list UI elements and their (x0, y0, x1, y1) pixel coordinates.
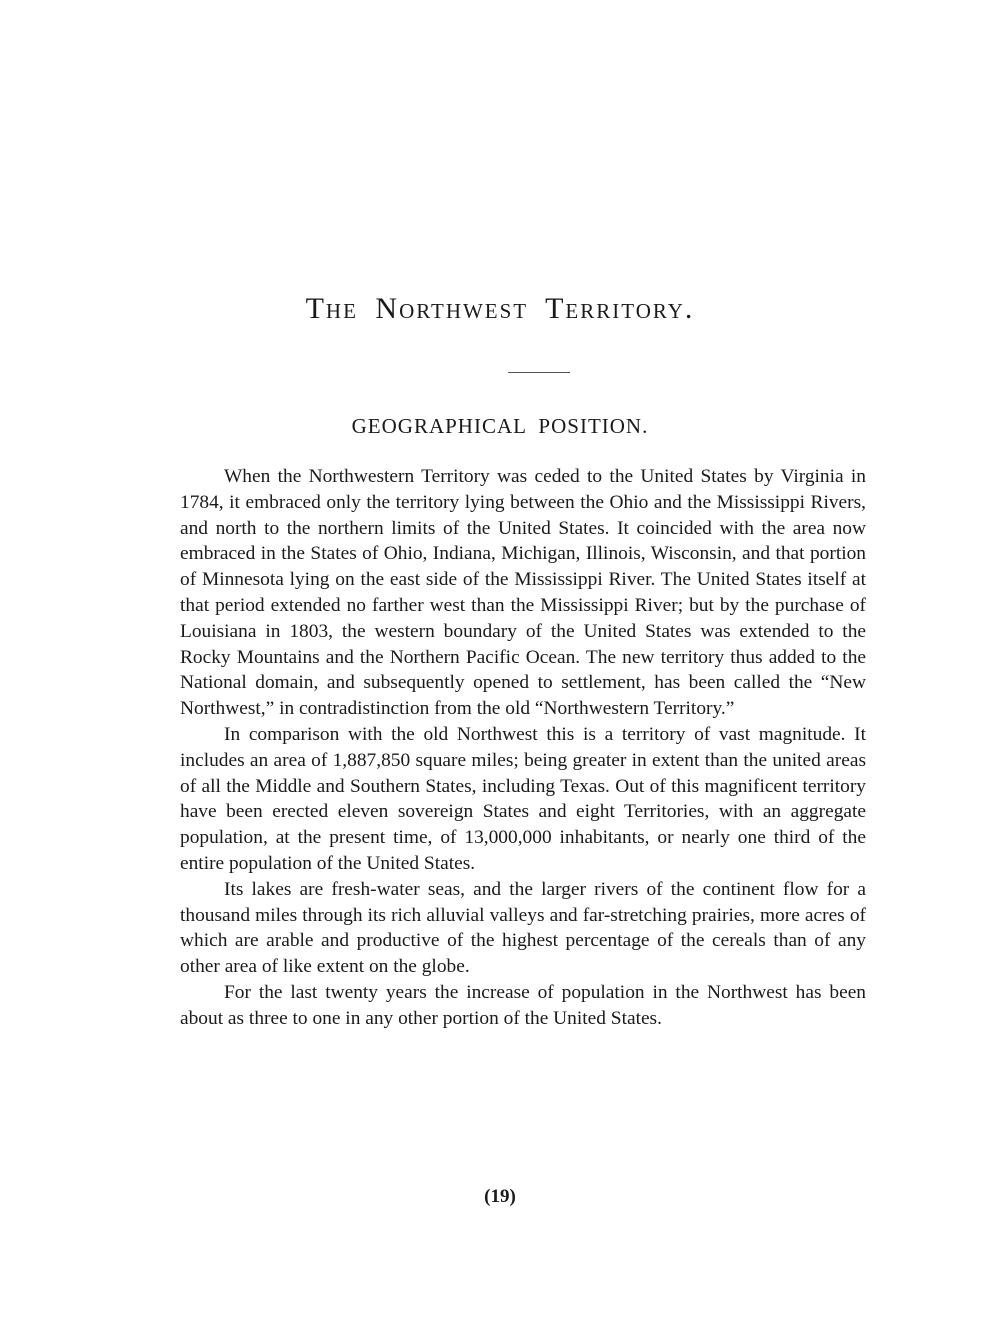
section-heading: GEOGRAPHICAL POSITION. (351, 414, 649, 438)
page-title: The Northwest Territory. (305, 292, 695, 325)
body-text (180, 464, 866, 1032)
paragraph-3: Its lakes are fresh-water seas, and the larger rivers of the continent flow for a thousand miles through its rich alluvial valleys and far-stretching prairies, more acres of which are arable and productive of the highest percentage of the cereals than of any other area of like extent on the globe. (180, 878, 866, 978)
paragraph-2: In comparison with the old Northwest this is a territory of vast magnitude. It includes an area of 1,887,850 square miles; being greater in extent than the united areas of all the Middle and Southern States, including Texas. Out of this magnificent territory have been erected eleven sovereign States and eight Territories, with an aggregate population, at the present time, of 13,000,000 inhabitants, or nearly one third of the entire population of the United States. (180, 723, 866, 874)
paragraph-1: When the Northwestern Territory was ceded to the United States by Virginia in 1784, it embraced only the territory lying between the Ohio and the Mississippi Rivers, and north to the northern limits of the United States. It coincided with the area now embraced in the States of Ohio, Indiana, Michigan, Illinois, Wisconsin, and that portion of Minnesota lying on the east side of the Mississippi River. The United States itself at that period extended no farther west than the Mississippi River; but by the purchase of Louisiana in 1803, the western boundary of the United States was extended to the Rocky Mountains and the Northern Pacific Ocean. The new territory thus added to the National domain, and subsequently opened to settlement, has been called the “New Northwest,” in contradistinction from the old “Northwestern Territory.” (180, 466, 866, 720)
paragraph-4: For the last twenty years the increase of population in the Northwest has been about as three to one in any other portion of the United States. (180, 981, 866, 1029)
page-number: (19) (484, 1186, 516, 1207)
title-divider (508, 372, 570, 373)
